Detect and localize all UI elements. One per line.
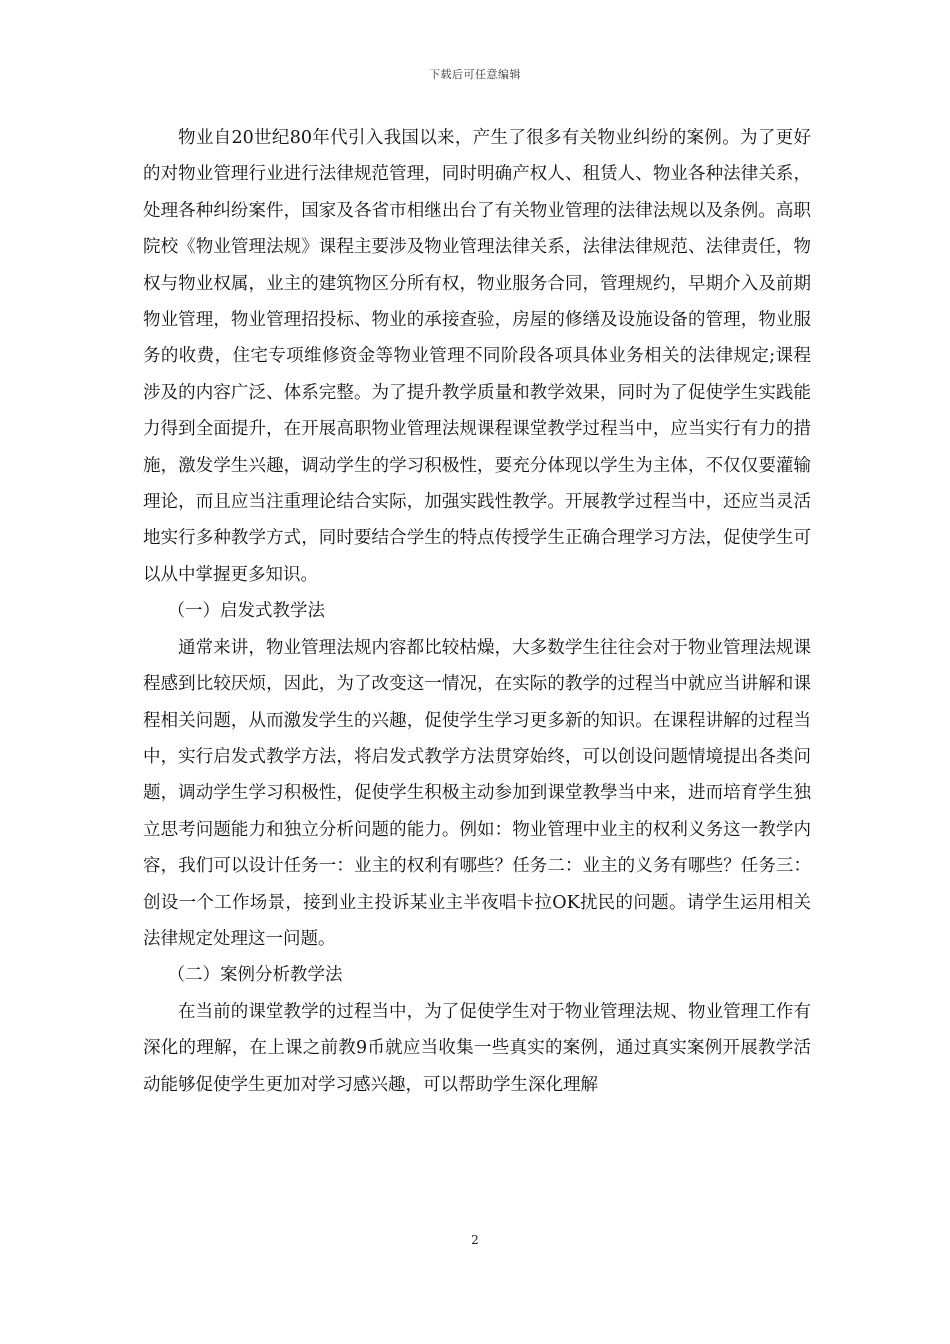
paragraph-heuristic-teaching: 通常来讲，物业管理法规内容都比较枯燥，大多数学生往往会对于物业管理法规课程感到比较厌烦，因此，为了改变这一情况，在实际的教学的过程当中就应当讲解和课程相关问题，从而激发学生的兴趣，促使学生学习更多新的知识。在课程讲解的过程当中，实行启发式教学方法，将启发式教学方法贯穿始终，可以创设问题情境提出各类问题，调动学生学习积极性，促使学生积极主动参加到课堂教學当中来，进而培育学生独立思考问题能力和独立分析问题的能力。例如：物业管理中业主的权利义务这一教学内容，我们可以设计任务一：业主的权利有哪些？任务二：业主的义务有哪些？任务三：创设一个工作场景，接到业主投诉某业主半夜唱卡拉OK扰民的问题。请学生运用相关法律规定处理这一问题。 (143, 637, 811, 949)
section-heading-heuristic-teaching: （一）启发式教学法 (167, 601, 325, 622)
document-body (143, 120, 811, 1103)
page-header: 下载后可任意编辑 (429, 68, 521, 81)
paragraph-intro: 物业自20世纪80年代引入我国以来，产生了很多有关物业纠纷的案例。为了更好的对物业管理行业进行法律规范管理，同时明确产权人、租赁人、物业各种法律关系，处理各种纠纷案件，国家及各省市相继出台了有关物业管理的法律法规以及条例。高职院校《物业管理法规》课程主要涉及物业管理法律关系，法律法律规范、法律责任，物权与物业权属，业主的建筑物区分所有权，物业服务合同，管理规约，早期介入及前期物业管理，物业管理招投标、物业的承接查验，房屋的修缮及设施设备的管理，物业服务的收费，住宅专项维修资金等物业管理不同阶段各项具体业务相关的法律规定;课程涉及的内容广泛、体系完整。为了提升教学质量和教学效果，同时为了促使学生实践能力得到全面提升，在开展高职物业管理法规课程课堂教学过程当中，应当实行有力的措施，激发学生兴趣，调动学生的学习积极性，要充分体现以学生为主体，不仅仅要灌输理论，而且应当注重理论结合实际，加强实践性教学。开展教学过程当中，还应当灵活地实行多种教学方式，同时要结合学生的特点传授学生正确合理学习方法，促使学生可以从中掌握更多知识。 (143, 128, 811, 585)
page-number: 2 (471, 1233, 479, 1247)
paragraph-case-analysis: 在当前的课堂教学的过程当中，为了促使学生对于物业管理法规、物业管理工作有深化的理解，在上课之前教9币就应当收集一些真实的案例，通过真实案例开展教学活动能够促使学生更加对学习感兴趣，可以帮助学生深化理解 (143, 1001, 811, 1095)
section-heading-case-analysis: （二）案例分析教学法 (167, 965, 343, 986)
